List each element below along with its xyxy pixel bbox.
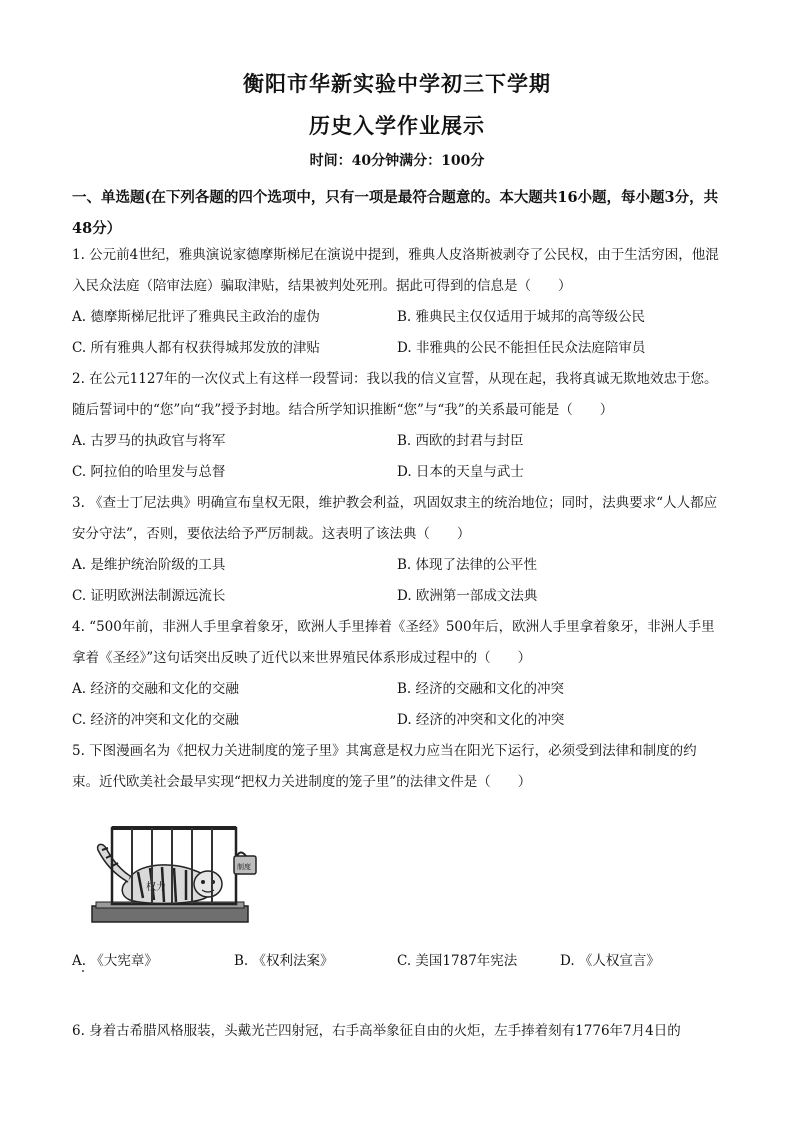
- question-3-option-b[interactable]: B. 体现了法律的公平性: [397, 557, 538, 573]
- padlock-label: 制度: [237, 863, 251, 871]
- question-2-option-a[interactable]: A. 古罗马的执政官与将军: [72, 433, 226, 449]
- question-2-stem: 2. 在公元1127年的一次仪式上有这样一段誓词：我以我的信义宣誓，从现在起，我将真诚无欺地效忠于您。随后誓词中的“您”向“我”授予封地。结合所学知识推断“您”与“我”的关系最可能是（ ）: [72, 371, 718, 418]
- question-4-option-b[interactable]: B. 经济的交融和文化的冲突: [397, 681, 565, 697]
- question-5-option-b[interactable]: B. 《权利法案》: [234, 953, 334, 969]
- question-1-option-c[interactable]: C. 所有雅典人都有权获得城邦发放的津贴: [72, 340, 320, 356]
- question-4-stem: 4. “500年前，非洲人手里拿着象牙，欧洲人手里捧着《圣经》500年后，欧洲人手里拿着象牙，非洲人手里拿着《圣经》”这句话突出反映了近代以来世界殖民体系形成过程中的（ ）: [72, 619, 715, 666]
- question-4-option-a[interactable]: A. 经济的交融和文化的交融: [72, 681, 239, 697]
- question-5-option-d[interactable]: D. 《人权宣言》: [560, 953, 660, 969]
- exam-subtitle: 历史入学作业展示: [309, 113, 485, 138]
- question-4-option-d[interactable]: D. 经济的冲突和文化的冲突: [397, 712, 565, 728]
- question-3-option-a[interactable]: A. 是维护统治阶级的工具: [72, 557, 226, 573]
- question-5-option-a[interactable]: A. 《大宪章》: [72, 953, 158, 969]
- question-3-option-c[interactable]: C. 证明欧洲法制源远流长: [72, 588, 226, 604]
- exam-title: 衡阳市华新实验中学初三下学期: [243, 71, 551, 96]
- question-4-option-c[interactable]: C. 经济的冲突和文化的交融: [72, 712, 239, 728]
- question-1-stem: 1. 公元前4世纪，雅典演说家德摩斯梯尼在演说中提到，雅典人皮洛斯被剥夺了公民权，由于生活穷困，他混入民众法庭（陪审法庭）骗取津贴，结果被判处死刑。据此可得到的信息是（ ）: [72, 247, 719, 294]
- question-1-option-b[interactable]: B. 雅典民主仅仅适用于城邦的高等级公民: [397, 309, 646, 325]
- question-6-stem: 6. 身着古希腊风格服装，头戴光芒四射冠，右手高举象征自由的火炬，左手捧着刻有1776年7月4日的: [72, 1023, 681, 1039]
- question-1-option-a[interactable]: A. 德摩斯梯尼批评了雅典民主政治的虚伪: [72, 309, 320, 325]
- question-5-option-c[interactable]: C. 美国1787年宪法: [397, 953, 518, 969]
- question-5-stem: 5. 下图漫画名为《把权力关进制度的笼子里》其寓意是权力应当在阳光下运行，必须受到法律和制度的约束。近代欧美社会最早实现“把权力关进制度的笼子里”的法律文件是（ ）: [72, 743, 697, 790]
- tiger-label: 权力: [146, 882, 166, 893]
- question-1-option-d[interactable]: D. 非雅典的公民不能担任民众法庭陪审员: [397, 340, 646, 356]
- exam-meta: 时间：40分钟满分：100分: [309, 153, 485, 169]
- question-2-option-b[interactable]: B. 西欧的封君与封臣: [397, 433, 524, 449]
- section-heading: 一、单选题(在下列各题的四个选项中，只有一项是最符合题意的。本大题共16小题，每小题3分，共48分）: [72, 189, 719, 237]
- question-3-stem: 3. 《查士丁尼法典》明确宣布皇权无限，维护教会利益，巩固奴隶主的统治地位；同时，法典要求“人人都应安分守法”，否则，要依法给予严厉制裁。这表明了该法典（ ）: [72, 495, 718, 542]
- stray-mark: [82, 970, 84, 972]
- tiger-head: [194, 871, 222, 897]
- cartoon-tiger-in-cage: [88, 822, 268, 934]
- question-2-option-d[interactable]: D. 日本的天皇与武士: [397, 464, 524, 480]
- question-2-option-c[interactable]: C. 阿拉伯的哈里发与总督: [72, 464, 226, 480]
- question-3-option-d[interactable]: D. 欧洲第一部成文法典: [397, 588, 538, 604]
- cage-illustration: [88, 822, 268, 934]
